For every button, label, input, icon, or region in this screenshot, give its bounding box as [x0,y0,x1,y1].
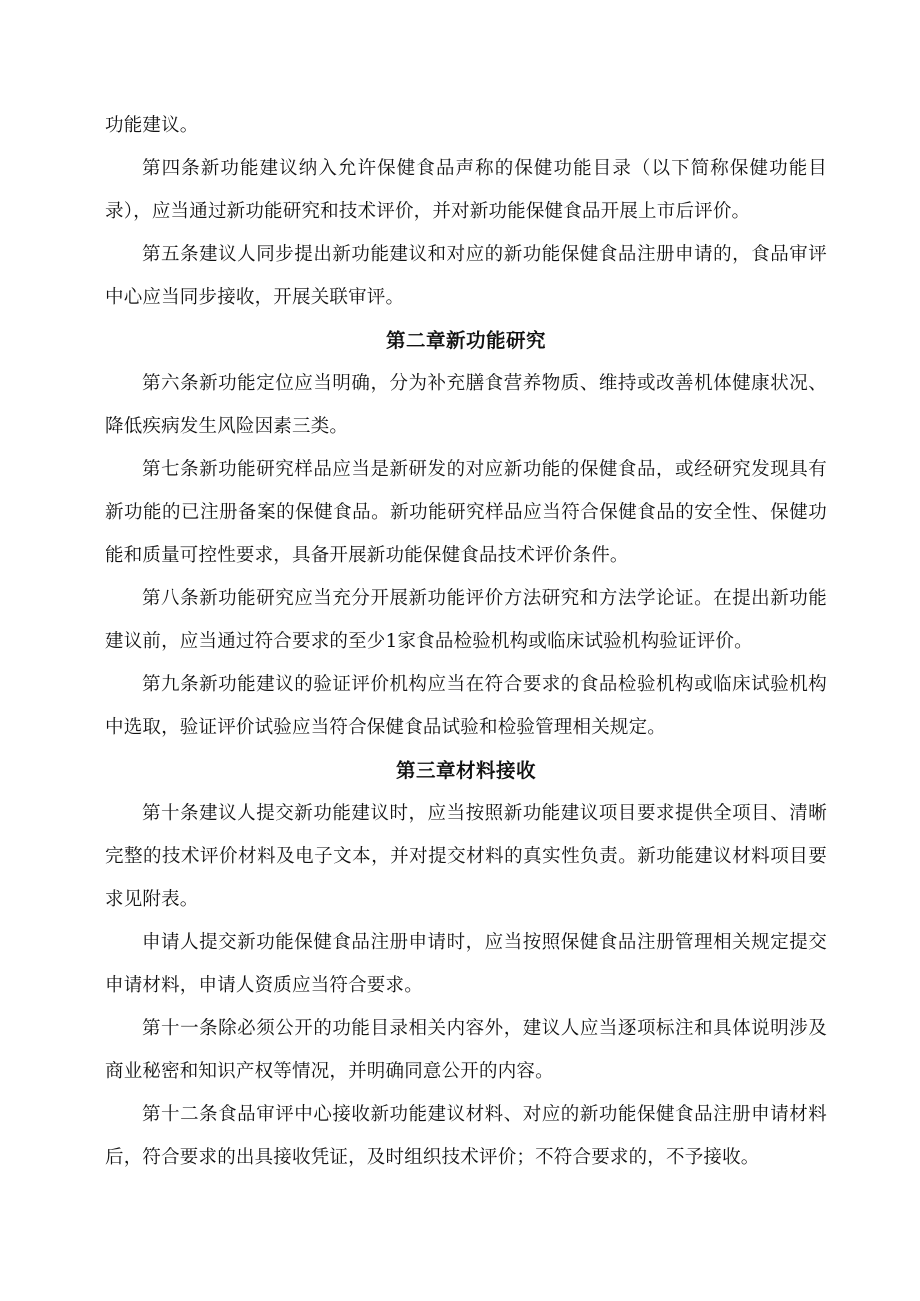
article-12: 第十二条食品审评中心接收新功能建议材料、对应的新功能保健食品注册申请材料后，符合要求的出具接收凭证，及时组织技术评价；不符合要求的，不予接收。 [105,1104,827,1168]
article-9: 第九条新功能建议的验证评价机构应当在符合要求的食品检验机构或临床试验机构中选取，验证评价试验应当符合保健食品试验和检验管理相关规定。 [105,674,827,738]
article-5: 第五条建议人同步提出新功能建议和对应的新功能保健食品注册申请的，食品审评中心应当同步接收，开展关联审评。 [105,244,827,308]
article-6: 第六条新功能定位应当明确，分为补充膳食营养物质、维持或改善机体健康状况、降低疾病发生风险因素三类。 [105,373,827,437]
chapter-3-title: 第三章材料接收 [395,759,536,782]
article-10-paragraph-2: 申请人提交新功能保健食品注册申请时，应当按照保健食品注册管理相关规定提交申请材料，申请人资质应当符合要求。 [105,932,827,996]
article-4: 第四条新功能建议纳入允许保健食品声称的保健功能目录（以下简称保健功能目录），应当通过新功能研究和技术评价，并对新功能保健食品开展上市后评价。 [105,158,827,222]
intro-fragment: 功能建议。 [105,115,199,136]
chapter-2-title: 第二章新功能研究 [385,329,546,352]
article-7: 第七条新功能研究样品应当是新研发的对应新功能的保健食品，或经研究发现具有新功能的已注册备案的保健食品。新功能研究样品应当符合保健食品的安全性、保健功能和质量可控性要求，具备开展新功能保健食品技术评价条件。 [105,459,827,566]
article-8: 第八条新功能研究应当充分开展新功能评价方法研究和方法学论证。在提出新功能建议前，应当通过符合要求的至少1家食品检验机构或临床试验机构验证评价。 [105,588,827,652]
document-page [105,104,827,1179]
article-11: 第十一条除必须公开的功能目录相关内容外，建议人应当逐项标注和具体说明涉及商业秘密和知识产权等情况，并明确同意公开的内容。 [105,1018,827,1082]
article-10: 第十条建议人提交新功能建议时，应当按照新功能建议项目要求提供全项目、清晰完整的技术评价材料及电子文本，并对提交材料的真实性负责。新功能建议材料项目要求见附表。 [105,803,827,910]
